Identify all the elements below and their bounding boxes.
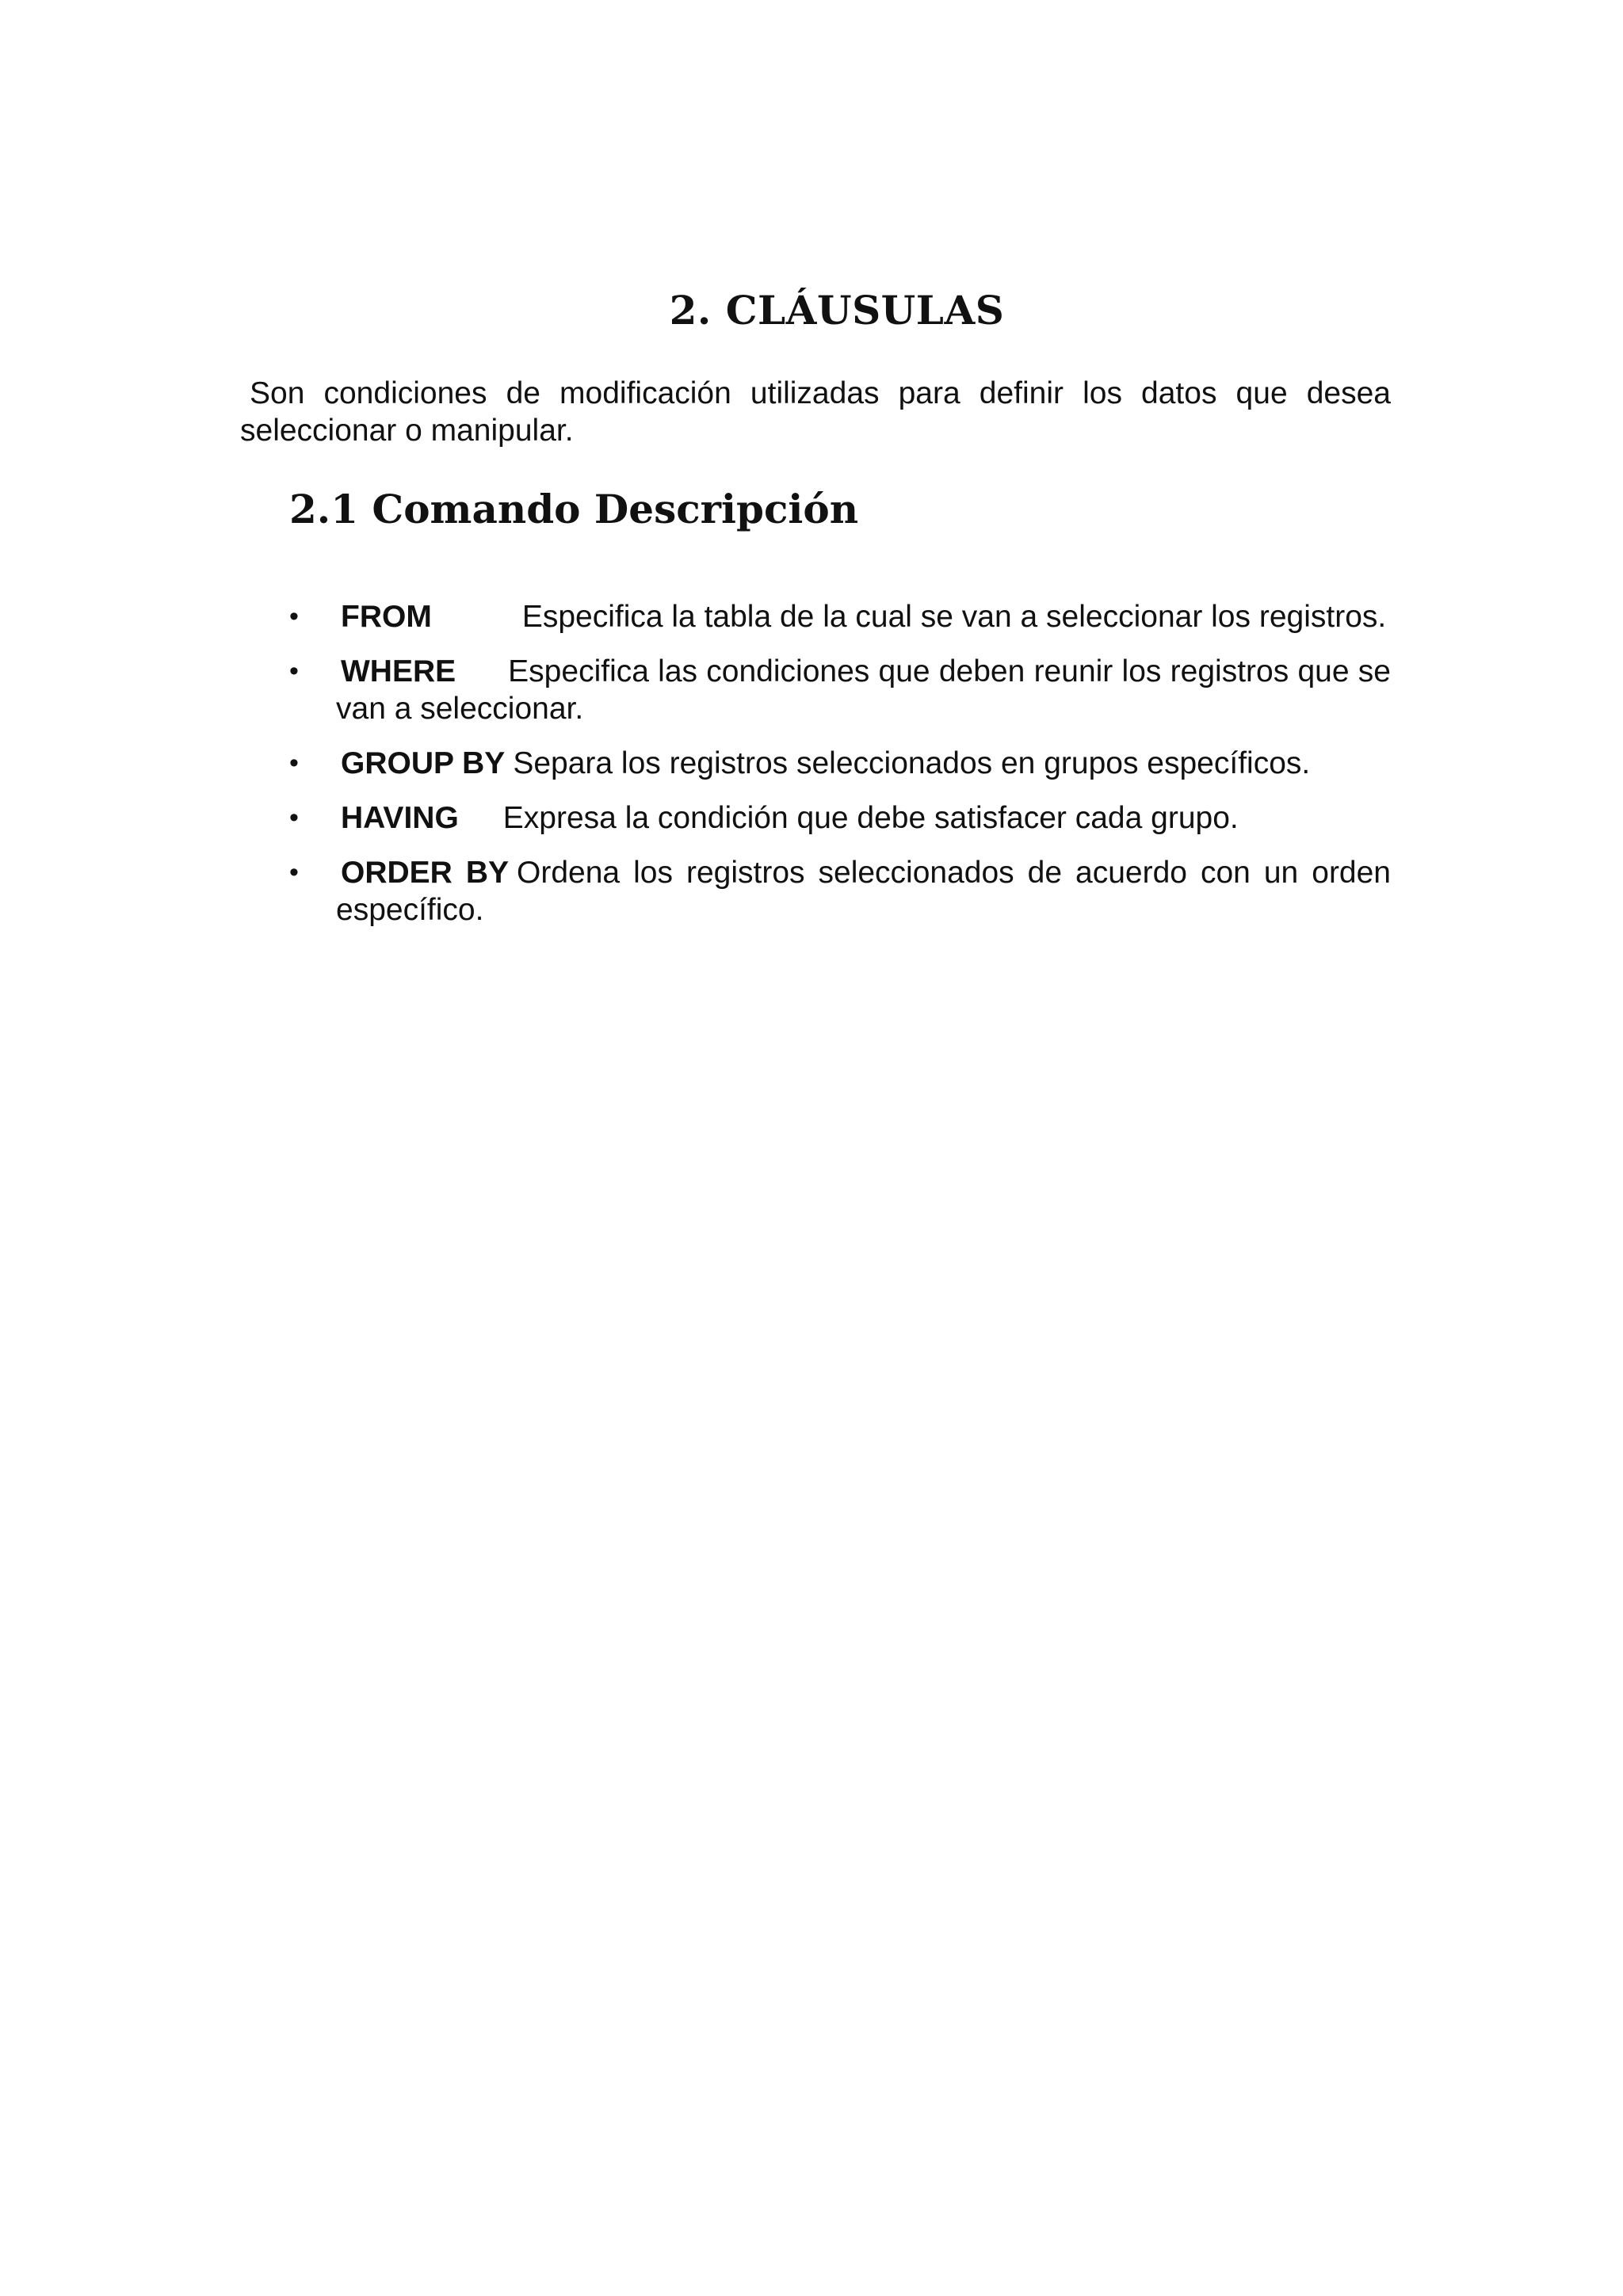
- section-title: 2. CLÁUSULAS: [669, 287, 1005, 334]
- clause-description: Ordena los registros seleccionados de acuerdo con un orden específico.: [336, 856, 1391, 927]
- bullet-icon: •: [289, 601, 299, 631]
- clause-name: ORDER BY: [341, 856, 510, 890]
- list-item-having: [289, 799, 1391, 837]
- clause-name: HAVING: [341, 801, 459, 835]
- bullet-icon: •: [289, 803, 299, 833]
- clause-list: [289, 598, 1391, 946]
- list-item-group-by: [289, 745, 1391, 782]
- list-item-where: [289, 653, 1391, 727]
- subsection-title: 2.1 Comando Descripción: [289, 486, 859, 532]
- clause-name: WHERE: [341, 654, 456, 688]
- clause-description: Especifica las condiciones que deben reunir los registros que se van a seleccionar.: [336, 654, 1391, 726]
- bullet-icon: •: [289, 857, 299, 887]
- intro-text: Son condiciones de modificación utilizadas para definir los datos que desea seleccionar o manipular.: [240, 376, 1391, 448]
- clause-description: Expresa la condición que debe satisfacer cada grupo.: [502, 801, 1239, 835]
- clause-description: Especifica la tabla de la cual se van a seleccionar los registros.: [521, 600, 1387, 634]
- clause-name: FROM: [341, 600, 432, 634]
- clause-name: GROUP BY: [341, 746, 506, 780]
- clause-description: Separa los registros seleccionados en grupos específicos.: [513, 746, 1311, 780]
- bullet-icon: •: [289, 748, 299, 778]
- bullet-icon: •: [289, 656, 299, 686]
- list-item-from: [289, 598, 1391, 635]
- intro-paragraph: [240, 375, 1391, 449]
- list-item-order-by: [289, 854, 1391, 929]
